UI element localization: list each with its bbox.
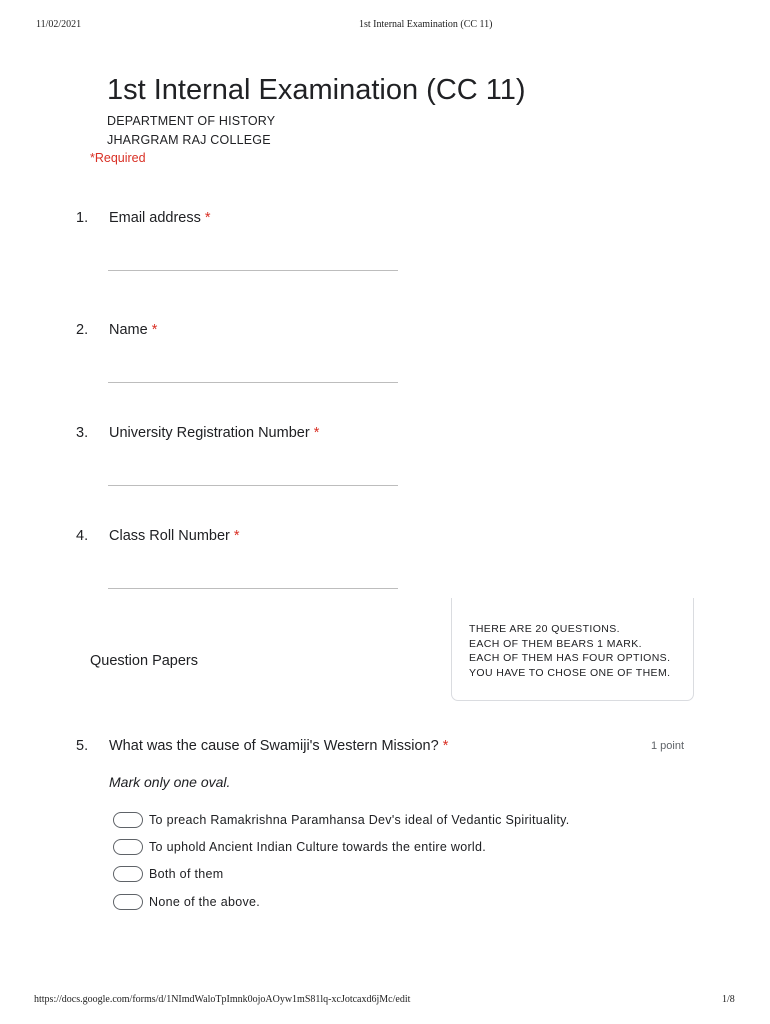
registration-number-input[interactable] [108,485,398,486]
mcq-instruction: Mark only one oval. [109,774,231,790]
info-line: EACH OF THEM HAS FOUR OPTIONS. [469,652,671,665]
question-number: 4. [76,528,89,544]
section-info-box [451,598,694,701]
required-note: *Required [90,151,146,165]
section-title: Question Papers [90,653,199,669]
question-mcq-label [109,738,448,754]
page-number: 1/8 [722,994,735,1005]
required-asterisk: * [233,528,240,544]
option-label: Both of them [149,867,224,881]
name-input[interactable] [108,382,398,383]
question-number: 5. [76,738,89,754]
option-label: To preach Ramakrishna Paramhansa Dev's ideal of Vedantic Spirituality. [149,813,570,827]
question-number: 2. [76,322,89,338]
form-description-line-1: DEPARTMENT OF HISTORY [107,114,276,128]
form-title: 1st Internal Examination (CC 11) [107,74,526,106]
radio-oval[interactable] [113,894,143,910]
question-text: Email address [109,210,201,226]
question-text: Class Roll Number [109,528,230,544]
info-line: EACH OF THEM BEARS 1 MARK. [469,637,642,650]
print-header-title: 1st Internal Examination (CC 11) [359,19,493,30]
form-description-line-2: JHARGRAM RAJ COLLEGE [107,133,271,147]
option-label: To uphold Ancient Indian Culture towards the entire world. [149,840,487,854]
print-date: 11/02/2021 [36,19,82,30]
question-number: 1. [76,210,89,226]
required-asterisk: * [151,322,158,338]
question-number: 3. [76,425,89,441]
option-2[interactable] [113,838,486,856]
roll-number-input[interactable] [108,588,398,589]
radio-oval[interactable] [113,839,143,855]
email-input[interactable] [108,270,398,271]
question-text: Name [109,322,148,338]
option-3[interactable] [113,865,223,883]
required-asterisk: * [442,738,449,754]
info-line: THERE ARE 20 QUESTIONS. [469,623,620,635]
question-text: What was the cause of Swamiji's Western Mission? [109,738,439,754]
required-asterisk: * [313,425,320,441]
points-label: 1 point [651,740,685,752]
required-asterisk: * [204,210,211,226]
radio-oval[interactable] [113,812,143,828]
option-1[interactable] [113,811,570,829]
question-registration-label [109,425,319,441]
question-roll-label [109,528,240,544]
option-4[interactable] [113,893,260,911]
print-footer-url: https://docs.google.com/forms/d/1NImdWaloTpImnk0ojoAOyw1mS81lq-xcJotcaxd6jMc/edit [34,994,411,1005]
question-text: University Registration Number [109,425,310,441]
question-name-label [109,322,157,338]
option-label: None of the above. [149,895,261,909]
question-email-label [109,210,211,226]
info-line: YOU HAVE TO CHOSE ONE OF THEM. [469,666,671,679]
radio-oval[interactable] [113,866,143,882]
